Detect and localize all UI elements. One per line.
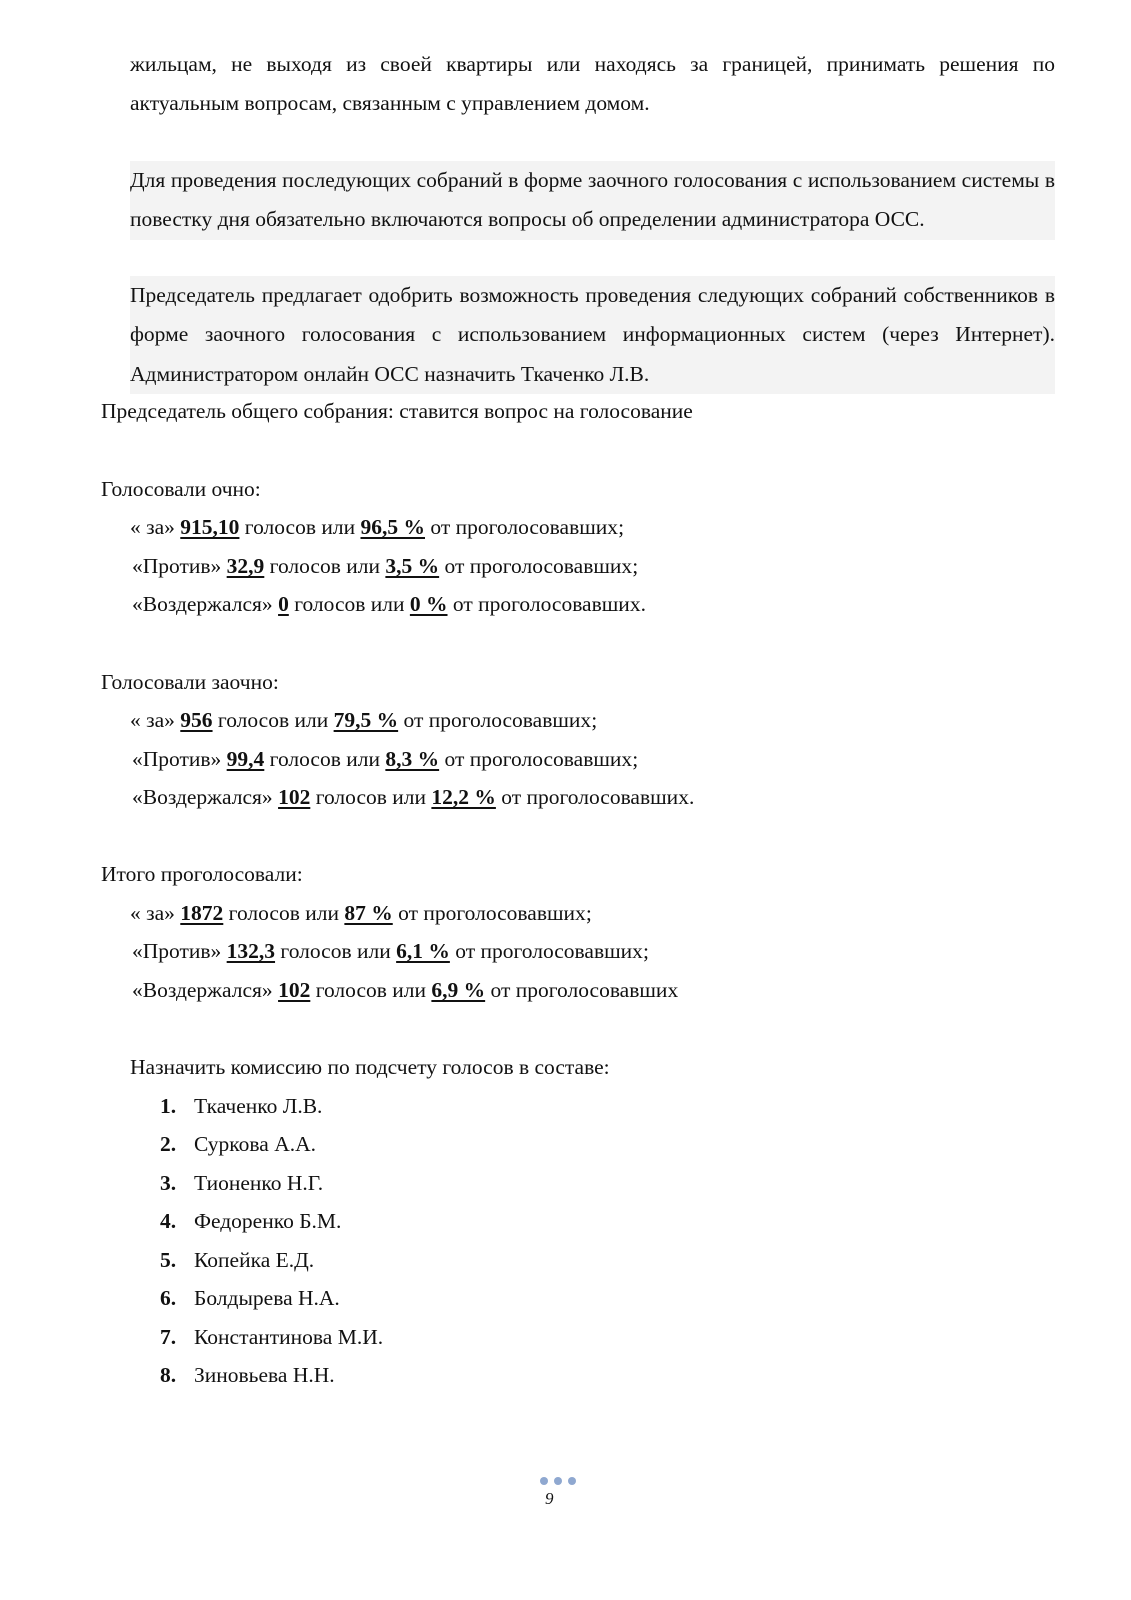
vote-count: 1872: [180, 901, 224, 925]
vote-percent: 12,2 %: [431, 785, 496, 809]
dot-icon: [554, 1477, 562, 1485]
list-item: 2. Суркова А.А.: [160, 1132, 316, 1156]
proposal-paragraph: Председатель предлагает одобрить возможность проведения следующих собраний собственников в форме заочного голосования с использованием информационных систем (через Интернет). Администратором онлайн ОСС назначить Ткаченко Л.В.: [130, 276, 1055, 394]
list-item: 6. Болдырева Н.А.: [160, 1286, 340, 1310]
vote-row: « за» 915,10 голосов или 96,5 % от проголосовавших;: [130, 515, 625, 539]
vote-percent: 79,5 %: [333, 708, 399, 732]
voting-heading-total: Итого проголосовали:: [101, 862, 303, 886]
vote-percent: 0 %: [409, 592, 448, 616]
vote-percent: 3,5 %: [385, 554, 440, 578]
voting-heading-absentee: Голосовали заочно:: [101, 670, 279, 694]
vote-row: «Против» 132,3 голосов или 6,1 % от проголосовавших;: [132, 939, 649, 963]
admin-paragraph: Для проведения последующих собраний в форме заочного голосования с использованием системы в повестку дня обязательно включаются вопросы об определении администратора ОСС.: [130, 161, 1055, 240]
commission-heading: Назначить комиссию по подсчету голосов в составе:: [130, 1055, 610, 1079]
page-number: 9: [545, 1489, 554, 1508]
vote-percent: 6,9 %: [431, 978, 486, 1002]
vote-row: « за» 956 голосов или 79,5 % от проголосовавших;: [130, 708, 598, 732]
footer-dots-ornament: [540, 1477, 576, 1485]
vote-row: «Воздержался» 0 голосов или 0 % от проголосовавших.: [132, 592, 646, 616]
vote-row: «Против» 32,9 голосов или 3,5 % от проголосовавших;: [132, 554, 639, 578]
vote-count: 32,9: [226, 554, 265, 578]
vote-row: «Воздержался» 102 голосов или 6,9 % от проголосовавших: [132, 978, 679, 1002]
vote-count: 132,3: [226, 939, 276, 963]
vote-percent: 6,1 %: [396, 939, 450, 963]
list-item: 3. Тионенко Н.Г.: [160, 1171, 324, 1195]
list-item: 5. Копейка Е.Д.: [160, 1248, 315, 1272]
vote-count: 99,4: [226, 747, 265, 771]
list-item: 4. Федоренко Б.М.: [160, 1209, 342, 1233]
list-item: 8. Зиновьева Н.Н.: [160, 1363, 335, 1387]
voting-heading-inperson: Голосовали очно:: [101, 477, 261, 501]
list-item: 7. Константинова М.И.: [160, 1325, 384, 1349]
vote-count: 102: [278, 785, 311, 809]
vote-row: « за» 1872 голосов или 87 % от проголосовавших;: [130, 901, 592, 925]
vote-percent: 8,3 %: [385, 747, 440, 771]
list-item: 1. Ткаченко Л.В.: [160, 1094, 323, 1118]
vote-count: 0: [278, 592, 289, 616]
vote-row: «Воздержался» 102 голосов или 12,2 % от проголосовавших.: [132, 785, 695, 809]
vote-count: 915,10: [180, 515, 240, 539]
vote-row: «Против» 99,4 голосов или 8,3 % от проголосовавших;: [132, 747, 639, 771]
chair-statement: Председатель общего собрания: ставится вопрос на голосование: [101, 399, 693, 423]
dot-icon: [568, 1477, 576, 1485]
vote-count: 956: [180, 708, 213, 732]
dot-icon: [540, 1477, 548, 1485]
vote-percent: 87 %: [344, 901, 393, 925]
vote-percent: 96,5 %: [360, 515, 425, 539]
vote-count: 102: [278, 978, 311, 1002]
intro-paragraph: жильцам, не выходя из своей квартиры или находясь за границей, принимать решения по актуальным вопросам, связанным с управлением домом.: [130, 52, 1055, 116]
